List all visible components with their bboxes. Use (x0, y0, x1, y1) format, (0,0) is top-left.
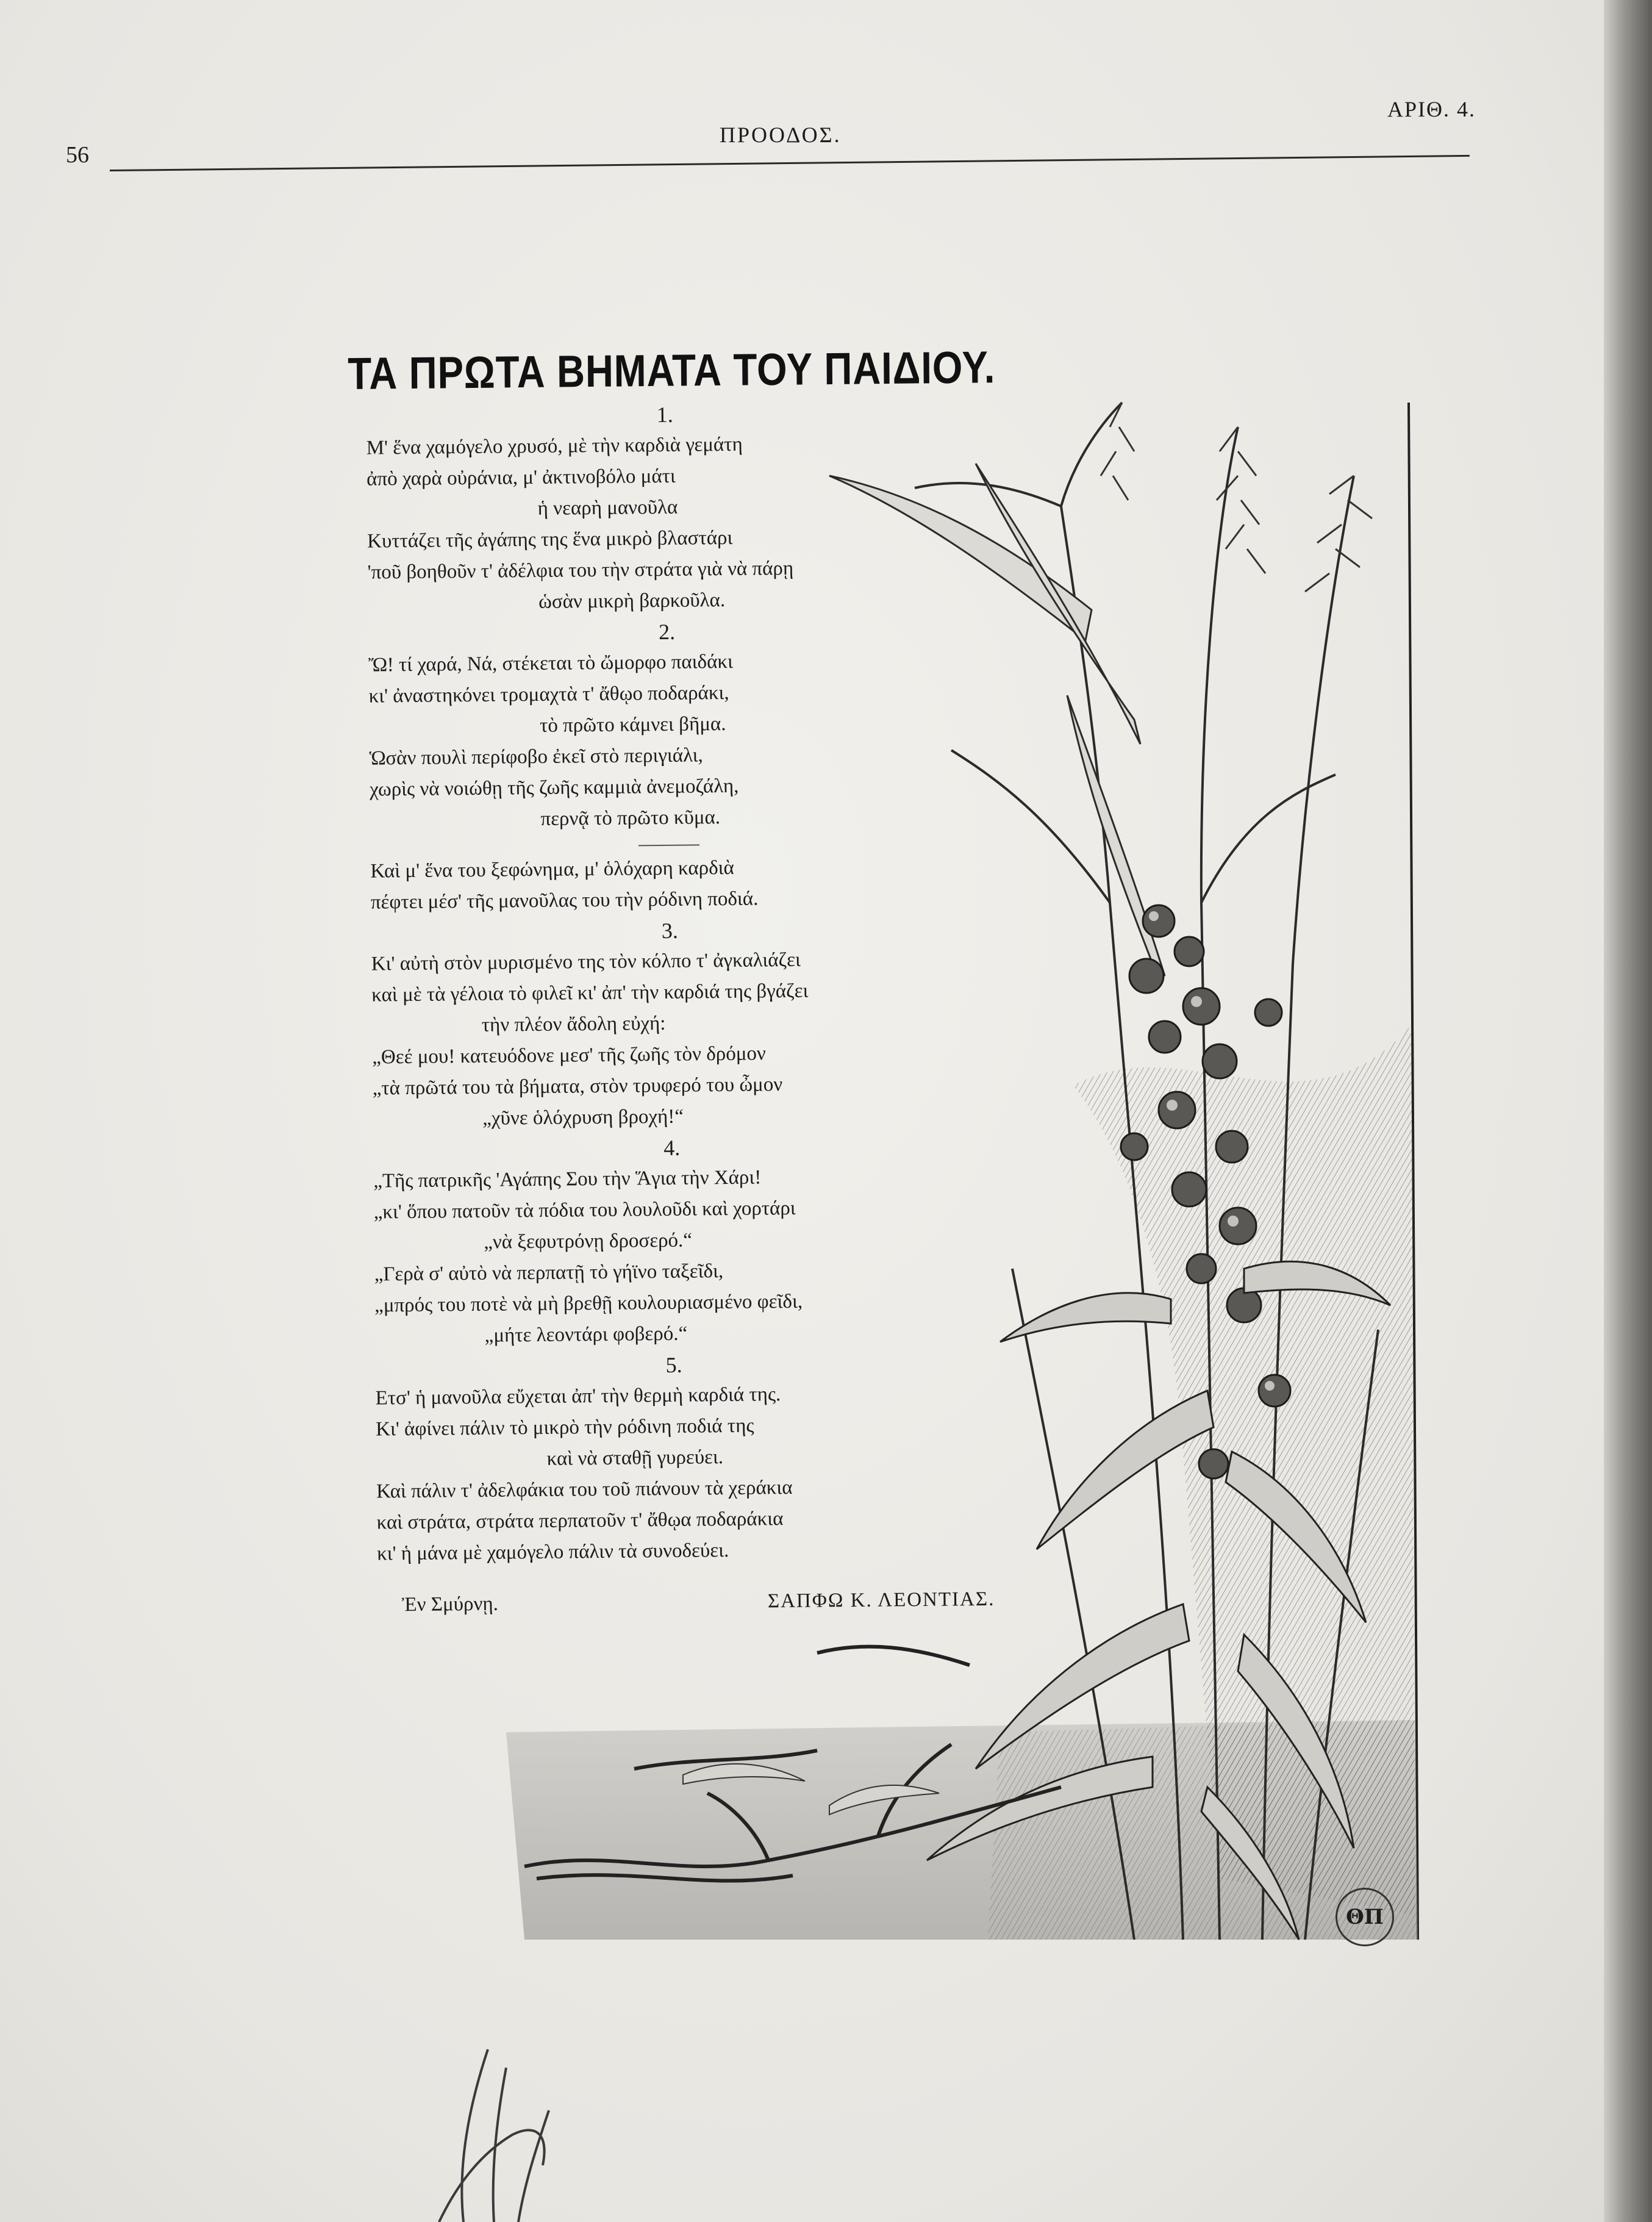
poem-line: καὶ νὰ σταθῇ γυρεύει. (546, 1446, 724, 1470)
pen-stroke-mark-icon (366, 2013, 671, 2222)
poem-line: ἀπὸ χαρὰ οὐράνια, μ' ἀκτινοβόλο μάτι (367, 465, 676, 490)
poem-line: τὴν πλέον ἄδολη εὐχή: (481, 1012, 666, 1036)
stanza-number: 5. (665, 1352, 682, 1377)
poem-line: Μ' ἕνα χαμόγελο χρυσό, μὲ τὴν καρδιὰ γεμάτη (366, 433, 743, 459)
poem-line: „κι' ὅπου πατοῦν τὰ πόδια του λουλοῦδι καὶ χορτάρι (373, 1197, 796, 1224)
poem-line: κι' ἀναστηκόνει τρομαχτὰ τ' ἄθῳο ποδαράκι, (368, 681, 729, 708)
stanza-number: 1. (656, 402, 673, 428)
poem-line: „Γερὰ σ' αὐτὸ νὰ περπατῇ τὸ γήϊνο ταξεῖδι, (374, 1260, 724, 1286)
stanza-number: 3. (661, 918, 679, 944)
poem-line: περνᾷ τὸ πρῶτο κῦμα. (540, 806, 721, 830)
poem-line: κι' ἡ μάνα μὲ χαμόγελο πάλιν τὰ συνοδεύει. (376, 1539, 729, 1565)
author-name: ΣΑΠΦΩ Κ. ΛΕΟΝΤΙΑΣ. (767, 1588, 995, 1613)
poem-line: καὶ στράτα, στράτα περπατοῦν τ' ἄθῳα ποδαράκια (376, 1508, 784, 1534)
poem-line: Ὤ! τί χαρά, Νά, στέκεται τὸ ὤμορφο παιδάκι (368, 650, 734, 676)
poem-line: „Θεέ μου! κατευόδονε μεσ' τῆς ζωῆς τὸν δρόμον (372, 1042, 767, 1069)
poem-line: τὸ πρῶτο κάμνει βῆμα. (539, 712, 726, 737)
section-divider (638, 844, 699, 846)
poem-line: 'ποῦ βοηθοῦν τ' ἀδέλφια του τὴν στράτα γιὰ νὰ πάρῃ (367, 557, 794, 584)
place-of-writing: Ἐν Σμύρνῃ. (401, 1593, 499, 1616)
book-spine-shadow (1604, 0, 1652, 2222)
poem-line: „μπρός του ποτὲ νὰ μὴ βρεθῇ κουλουριασμένο φεῖδι, (374, 1290, 803, 1317)
page-number: 56 (66, 142, 89, 168)
signature-row (353, 1582, 1000, 1631)
poem-line: πέφτει μέσ' τῆς μανοῦλας του τὴν ρόδινη ποδιά. (370, 887, 759, 914)
poem-body (341, 396, 999, 1631)
poem-line: „νὰ ξεφυτρόνῃ δροσερό.“ (484, 1229, 693, 1253)
poem-line: Κι' ἀφίνει πάλιν τὸ μικρὸ τὴν ρόδινη ποδιά της (375, 1414, 754, 1441)
poem-line: Καὶ πάλιν τ' ἀδελφάκια του τοῦ πιάνουν τὰ χεράκια (376, 1476, 793, 1503)
poem-title: ΤΑ ΠΡΩΤΑ ΒΗΜΑΤΑ ΤΟΥ ΠΑΙΔΙΟΥ. (348, 342, 996, 399)
poem-line: χωρὶς νὰ νοιώθῃ τῆς ζωῆς καμμιὰ ἀνεμοζάλη, (369, 775, 739, 801)
poem-line: „Τῆς πατρικῆς 'Αγάπης Σου τὴν Ἅγια τὴν Χάρι! (373, 1166, 762, 1192)
journal-title: ΠΡΟΟΔΟΣ. (720, 123, 842, 147)
poem-line: Ὡσὰν πουλὶ περίφοβο ἐκεῖ στὸ περιγιάλι, (369, 744, 704, 770)
poem-line: ὡσὰν μικρὴ βαρκοῦλα. (538, 589, 726, 613)
stanza-number: 2. (658, 619, 676, 645)
poem-line: Καὶ μ' ἕνα του ξεφώνημα, μ' ὁλόχαρη καρδιὰ (370, 856, 734, 883)
poem-line: „τὰ πρῶτά του τὰ βήματα, στὸν τρυφερό του ὦμον (372, 1073, 783, 1100)
engraver-monogram-icon: ΘΠ (1336, 1888, 1394, 1946)
issue-number: ΑΡΙΘ. 4. (1387, 97, 1476, 121)
stanza-number: 4. (663, 1135, 681, 1160)
poem-line: ἡ νεαρὴ μανοῦλα (537, 496, 678, 520)
header-rule (110, 155, 1470, 171)
poem-line: Κι' αὐτὴ στὸν μυρισμένο της τὸν κόλπο τ' ἀγκαλιάζει (371, 948, 801, 975)
poem-line: Ετσ' ἡ μανοῦλα εὔχεται ἀπ' τὴν θερμὴ καρδιά της. (375, 1383, 781, 1410)
poem-line: „χῦνε ὁλόχρυση βροχή!“ (482, 1105, 684, 1130)
poem-line: καὶ μὲ τὰ γέλοια τὸ φιλεῖ κι' ἀπ' τὴν καρδιά της βγάζει (371, 980, 809, 1006)
poem-line: Κυττάζει τῆς ἀγάπης της ἕνα μικρὸ βλαστάρι (367, 526, 733, 553)
poem-line: „μήτε λεοντάρι φοβερό.“ (484, 1322, 688, 1347)
